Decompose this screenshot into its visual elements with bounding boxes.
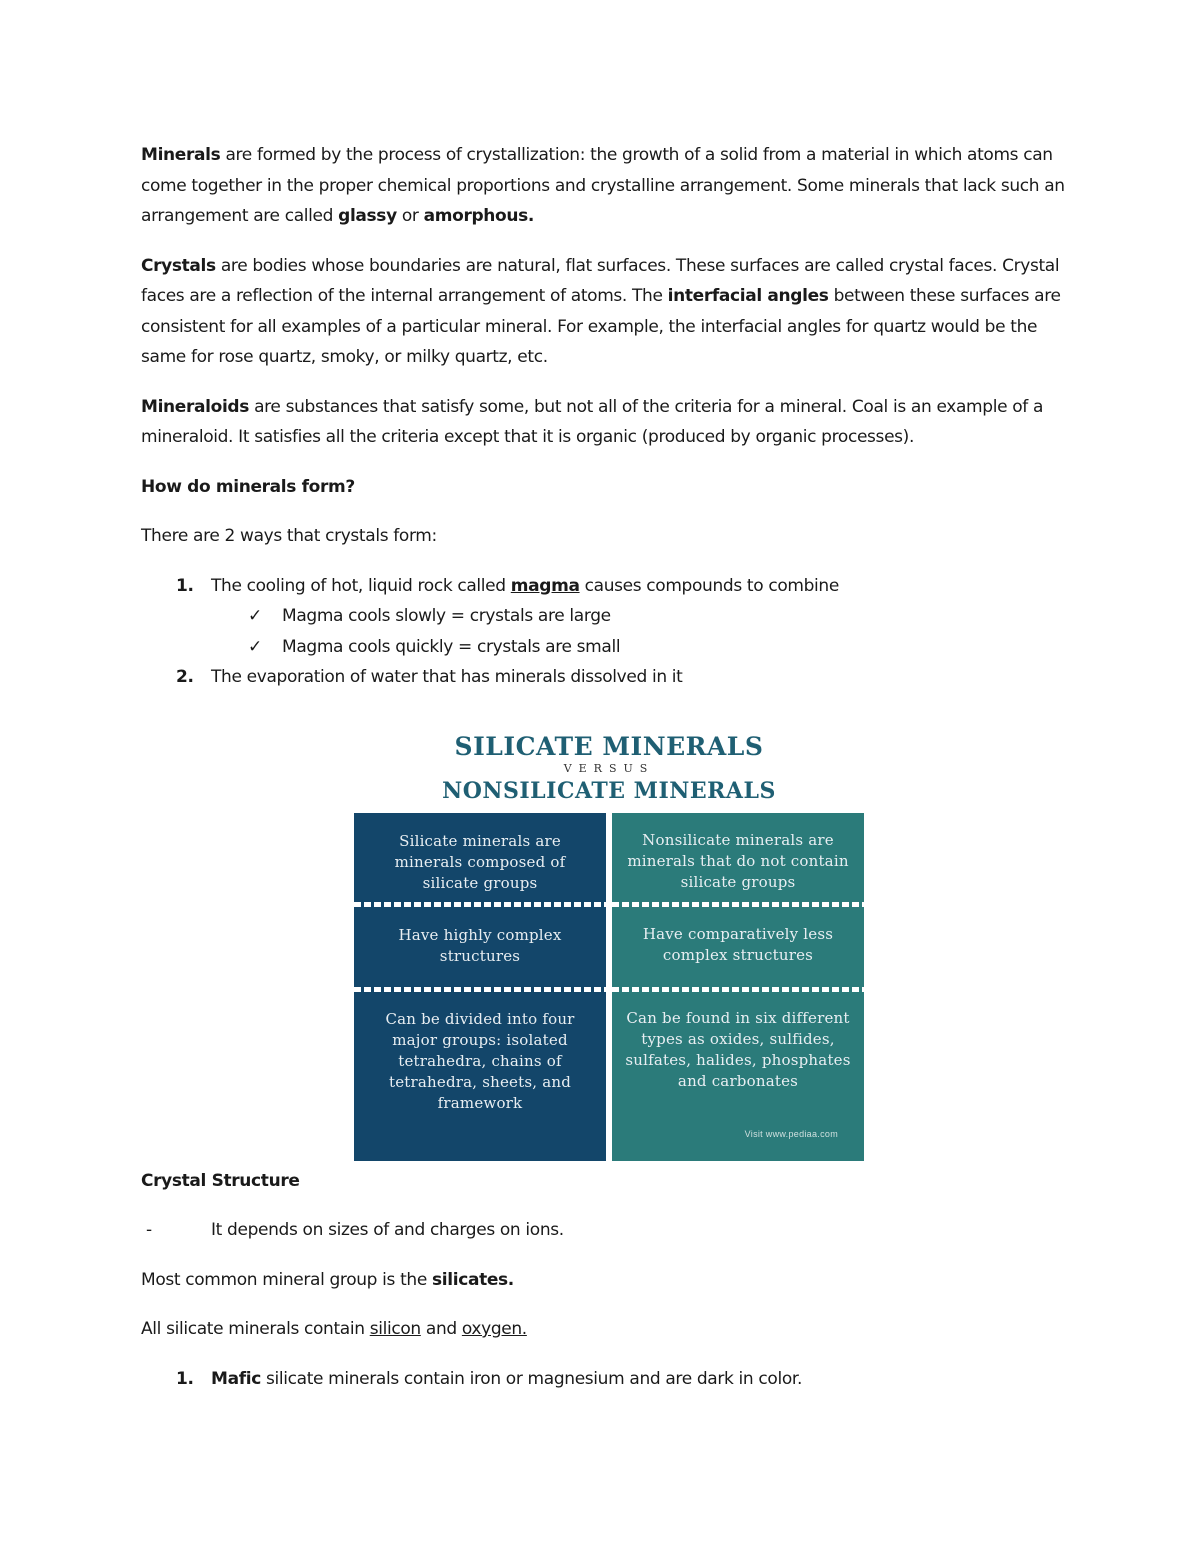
dotted-divider [612,902,864,907]
list-item-text: The cooling of hot, liquid rock called [211,575,511,596]
checkmark-icon: ✓ [248,606,262,626]
term-magma: magma [510,575,580,596]
paragraph-mineraloids [141,392,1071,453]
silicate-column [354,813,606,1161]
silicate-vs-nonsilicate-infographic [354,731,864,1169]
list-item-text: The evaporation of water that has minerals dissolved in it [211,667,683,687]
nonsilicate-types: Can be found in six different types as oxides, sulfides, sulfates, halides, phosphates and carbonates [625,1008,851,1090]
term-amorphous: amorphous. [423,206,535,226]
nonsilicate-structure: Have comparatively less complex structures [642,924,834,964]
source-credit: Visit www.pediaa.com [744,1129,838,1139]
term-crystals: Crystals [141,255,216,276]
list-item-text: silicate minerals contain iron or magnesium and are dark in color. [260,1368,803,1389]
dotted-divider [612,987,864,992]
paragraph-text: and [420,1319,462,1339]
term-oxygen: oxygen. [461,1319,527,1339]
list-number: 1. [176,1368,194,1389]
check-item-text: Magma cools quickly = crystals are small [282,636,621,657]
heading-text: Crystal Structure [141,1170,300,1191]
list-item-mafic [141,1364,1071,1395]
paragraph-text: are bodies whose boundaries are natural, flat surfaces. These surfaces are called crystal faces. Crystal faces are a reflection of the internal arrangement of atoms. The [141,255,1060,306]
term-interfacial-angles: interfacial angles [667,286,829,306]
paragraph-text: are formed by the process of crystallization: the growth of a solid from a material in which atoms can come together in the proper chemical proportions and crystalline arrangement. Some minerals that lack such an arrangement are called [141,145,1065,226]
term-glassy: glassy [338,206,397,226]
check-list-item [141,632,1071,663]
term-silicon: silicon [369,1319,421,1339]
silicate-definition: Silicate minerals are minerals composed of silicate groups [394,831,566,892]
paragraph-text: All silicate minerals contain [141,1319,370,1339]
check-item-text: Magma cools slowly = crystals are large [282,606,611,626]
infographic-title-silicate: SILICATE MINERALS [454,731,764,761]
dash-list-item [141,1215,1071,1246]
paragraph-crystals [141,251,1071,373]
checkmark-icon: ✓ [248,636,262,657]
term-silicates: silicates. [432,1269,514,1290]
nonsilicate-column [612,813,864,1161]
nonsilicate-definition: Nonsilicate minerals are minerals that do not contain silicate groups [627,830,849,891]
infographic-title-nonsilicate: NONSILICATE MINERALS [442,777,776,804]
paragraph-text: or [396,206,424,226]
list-item-text: causes compounds to combine [579,575,839,596]
list-item [141,571,1071,602]
paragraph-text: between these surfaces are consistent for all examples of a particular mineral. For example, the interfacial angles for quartz would be the same for rose quartz, smoky, or milky quartz, etc. [141,286,1061,367]
infographic-grid [354,813,864,1161]
dash-item-text: It depends on sizes of and charges on ions. [211,1220,564,1240]
silicate-groups: Can be divided into four major groups: isolated tetrahedra, chains of tetrahedra, sheets, and framework [385,1009,575,1112]
list-item [141,662,1071,693]
list-number: 1. [176,575,194,596]
dotted-divider [354,902,606,907]
dotted-divider [354,987,606,992]
document-page [141,140,1071,1394]
term-mafic: Mafic [211,1368,261,1389]
heading-text: How do minerals form? [141,476,355,497]
paragraph-text: are substances that satisfy some, but not all of the criteria for a mineral. Coal is an example of a mineraloid. It satisfies all the criteria except that it is organic (produced by organic processes). [141,396,1044,447]
list-number: 2. [176,667,194,687]
paragraph-minerals [141,140,1071,232]
heading-crystal-structure [141,1166,1071,1197]
term-minerals: Minerals [141,145,221,165]
paragraph-common-group [141,1265,1071,1296]
term-mineraloids: Mineraloids [141,396,250,417]
dash-bullet: - [146,1220,152,1240]
paragraph-two-ways: There are 2 ways that crystals form: [141,526,437,546]
numbered-list-formation [141,571,1071,693]
paragraph-text: Most common mineral group is the [141,1269,433,1290]
infographic-title-versus: VERSUS [563,761,655,775]
paragraph-silicon-oxygen [141,1314,1071,1345]
silicate-structure: Have highly complex structures [398,925,562,965]
heading-how-minerals-form [141,472,1071,503]
check-list-item [141,601,1071,632]
